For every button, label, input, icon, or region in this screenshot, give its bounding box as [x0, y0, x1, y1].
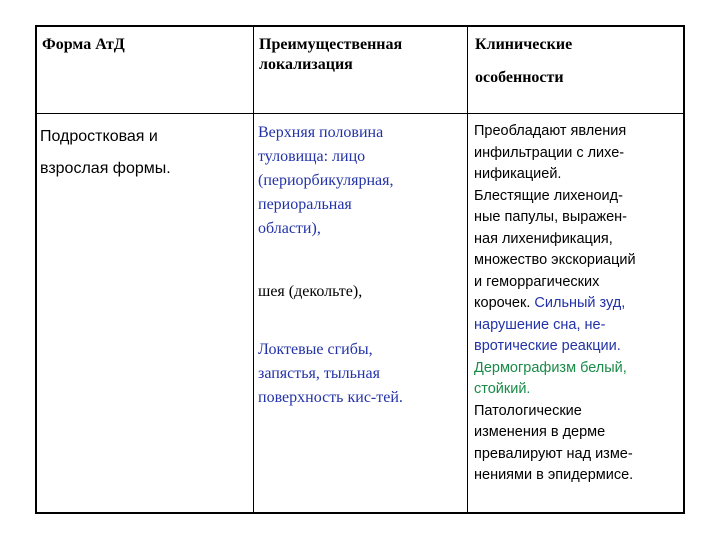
column-divider-2: [467, 27, 468, 512]
localization-line: шея (декольте),: [258, 283, 363, 300]
localization-limbs: [258, 338, 403, 410]
features-text-blue: Сильный зуд,: [534, 295, 626, 311]
features-text-black: корочек.: [474, 295, 531, 311]
features-line: вротические реакции.: [474, 338, 621, 354]
features-line: изменения в дерме: [474, 424, 606, 440]
header-form-label: Форма АтД: [42, 36, 125, 53]
header-features: [475, 35, 572, 88]
features-pathology: [474, 401, 686, 487]
localization-line: Верхняя половина: [258, 124, 384, 141]
features-line: нениями в эпидермисе.: [474, 467, 634, 483]
header-features-line: Клинические: [475, 36, 573, 53]
features-line-mixed: [474, 293, 686, 315]
form-cell: [40, 121, 171, 185]
header-localization-line: локализация: [259, 56, 353, 73]
features-line: инфильтрации с лихе-: [474, 144, 625, 161]
header-features-line: особенности: [475, 69, 564, 86]
localization-line: области),: [258, 220, 321, 237]
features-line: Дермографизм белый,: [474, 359, 627, 376]
localization-line: запястья, тыльная: [258, 365, 380, 382]
column-divider-1: [253, 27, 254, 512]
features-line: Преобладают явления: [474, 123, 627, 139]
features-line: нификацией.: [474, 166, 562, 182]
features-line: множество экскориаций: [474, 252, 636, 268]
localization-neck: [258, 280, 362, 304]
clinical-table: [35, 25, 685, 514]
features-line: стойкий.: [474, 381, 531, 397]
features-line: превалируют над изме-: [474, 445, 633, 462]
localization-line: (периорбикулярная,: [258, 172, 394, 189]
header-localization: [259, 35, 402, 75]
features-line: ная лихенификация,: [474, 230, 613, 247]
features-line: нарушение сна, не-: [474, 316, 606, 333]
localization-upper: [258, 121, 393, 241]
localization-line: Локтевые сгибы,: [258, 341, 373, 358]
form-line: взрослая формы.: [40, 160, 171, 177]
header-localization-line: Преимущественная: [259, 36, 403, 53]
features-line: ные папулы, выражен-: [474, 209, 628, 225]
features-cell: [474, 121, 686, 487]
features-dermographism: [474, 358, 686, 401]
features-line: и геморрагических: [474, 273, 600, 290]
localization-line: периоральная: [258, 196, 352, 213]
features-itch: [474, 315, 686, 358]
localization-line: поверхность кис-тей.: [258, 389, 403, 406]
features-line: Блестящие лихеноид-: [474, 187, 623, 204]
header-divider: [37, 113, 683, 114]
features-line: Патологические: [474, 402, 582, 419]
localization-line: туловища: лицо: [258, 148, 366, 165]
features-infiltration: [474, 121, 686, 315]
header-form: [42, 35, 125, 55]
form-line: Подростковая и: [40, 128, 158, 145]
